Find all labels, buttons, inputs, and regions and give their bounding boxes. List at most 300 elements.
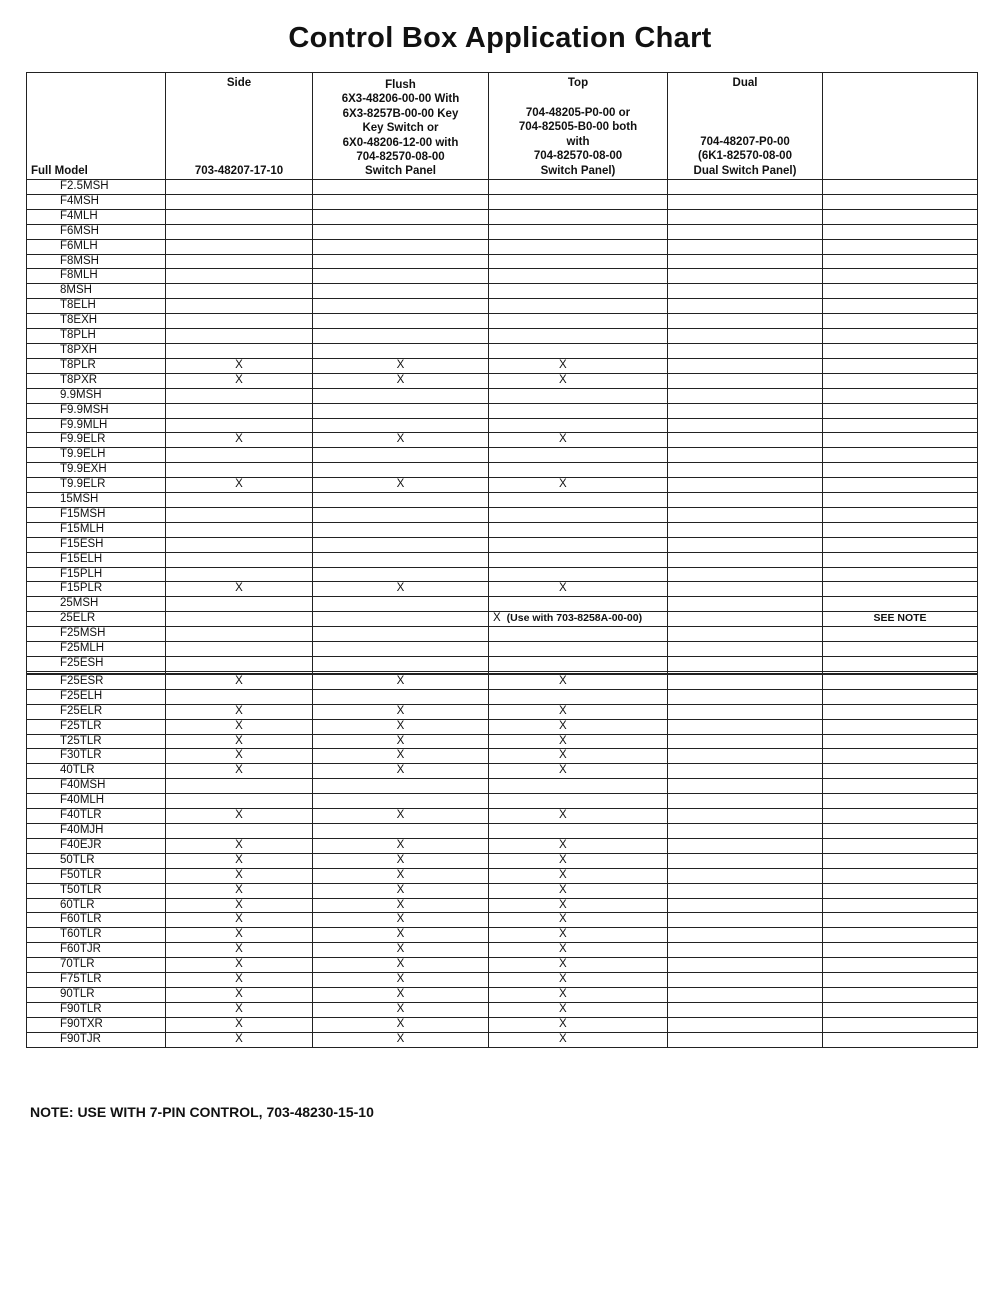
- top-cell: [489, 239, 668, 254]
- dual-cell: [668, 254, 823, 269]
- table-row: [27, 973, 978, 988]
- model-cell: F15ESH: [27, 537, 166, 552]
- column-header-top: [489, 73, 668, 180]
- top-cell: [489, 823, 668, 838]
- dual-cell: [668, 704, 823, 719]
- model-cell: F25MLH: [27, 642, 166, 657]
- flush-cell: [313, 612, 489, 627]
- table-row: [27, 373, 978, 388]
- extra-cell: [823, 809, 978, 824]
- side-cell: X: [166, 704, 313, 719]
- side-cell: [166, 537, 313, 552]
- top-cell: X: [489, 898, 668, 913]
- top-cell: [489, 343, 668, 358]
- side-heading: Side: [226, 77, 252, 89]
- model-cell: T8ELH: [27, 299, 166, 314]
- top-cell: [489, 254, 668, 269]
- dual-cell: [668, 284, 823, 299]
- top-cell: X: [489, 943, 668, 958]
- top-cell: X: [489, 358, 668, 373]
- side-cell: [166, 284, 313, 299]
- flush-cell: X: [313, 838, 489, 853]
- dual-cell: [668, 373, 823, 388]
- dual-cell: [668, 838, 823, 853]
- model-cell: F6MSH: [27, 224, 166, 239]
- model-cell: F30TLR: [27, 749, 166, 764]
- model-cell: F25MSH: [27, 627, 166, 642]
- side-cell: X: [166, 913, 313, 928]
- model-cell: F50TLR: [27, 868, 166, 883]
- model-cell: F8MLH: [27, 269, 166, 284]
- top-cell: [489, 779, 668, 794]
- top-cell: [489, 314, 668, 329]
- top-cell: X: [489, 1032, 668, 1047]
- top-cell: X: [489, 582, 668, 597]
- extra-cell: [823, 689, 978, 704]
- full-model-label: Full Model: [31, 164, 88, 177]
- table-row: [27, 194, 978, 209]
- table-row: [27, 764, 978, 779]
- dual-cell: [668, 749, 823, 764]
- dual-cell: [668, 764, 823, 779]
- side-cell: X: [166, 1017, 313, 1032]
- model-cell: 60TLR: [27, 898, 166, 913]
- flush-cell: X: [313, 734, 489, 749]
- dual-cell: [668, 868, 823, 883]
- extra-cell: [823, 582, 978, 597]
- page-title: Control Box Application Chart: [288, 22, 712, 54]
- dual-heading: Dual: [732, 77, 758, 89]
- extra-cell: [823, 1017, 978, 1032]
- model-cell: T9.9EXH: [27, 463, 166, 478]
- model-cell: F40MJH: [27, 823, 166, 838]
- dual-line: Dual Switch Panel): [693, 164, 797, 177]
- side-cell: X: [166, 853, 313, 868]
- side-cell: [166, 463, 313, 478]
- top-cell: X: [489, 1002, 668, 1017]
- side-cell: X: [166, 358, 313, 373]
- flush-cell: [313, 329, 489, 344]
- model-cell: F15ELH: [27, 552, 166, 567]
- table-row: [27, 433, 978, 448]
- extra-cell: [823, 239, 978, 254]
- extra-cell: [823, 329, 978, 344]
- column-header-full-model: [27, 73, 166, 180]
- side-cell: X: [166, 883, 313, 898]
- table-row: [27, 493, 978, 508]
- top-cell: [489, 689, 668, 704]
- top-cell: X: [489, 1017, 668, 1032]
- model-cell: T25TLR: [27, 734, 166, 749]
- table-row: [27, 958, 978, 973]
- extra-cell: [823, 987, 978, 1002]
- model-cell: F6MLH: [27, 239, 166, 254]
- flush-cell: [313, 537, 489, 552]
- side-part-number: 703-48207-17-10: [194, 164, 284, 177]
- extra-cell: [823, 764, 978, 779]
- top-cell: X: [489, 913, 668, 928]
- top-cell: X: [489, 764, 668, 779]
- side-cell: [166, 299, 313, 314]
- top-cell: [489, 269, 668, 284]
- table-row: [27, 299, 978, 314]
- flush-cell: X: [313, 749, 489, 764]
- side-cell: [166, 642, 313, 657]
- flush-cell: [313, 224, 489, 239]
- top-cell: [489, 329, 668, 344]
- extra-cell: [823, 719, 978, 734]
- dual-cell: [668, 779, 823, 794]
- dual-cell: [668, 642, 823, 657]
- flush-cell: [313, 689, 489, 704]
- top-cell: [489, 642, 668, 657]
- extra-cell: [823, 373, 978, 388]
- top-cell: [489, 627, 668, 642]
- top-cell: X: [489, 478, 668, 493]
- dual-cell: [668, 674, 823, 689]
- side-cell: [166, 552, 313, 567]
- dual-cell: [668, 418, 823, 433]
- top-cell: [489, 657, 668, 672]
- table-row: [27, 463, 978, 478]
- flush-cell: X: [313, 883, 489, 898]
- model-cell: F25ELR: [27, 704, 166, 719]
- extra-cell: [823, 1002, 978, 1017]
- flush-cell: [313, 448, 489, 463]
- flush-cell: [313, 388, 489, 403]
- table-row: [27, 883, 978, 898]
- top-cell: [489, 537, 668, 552]
- flush-cell: X: [313, 809, 489, 824]
- side-cell: [166, 779, 313, 794]
- table-row: [27, 823, 978, 838]
- flush-cell: [313, 254, 489, 269]
- top-mark: X: [493, 612, 501, 625]
- application-chart: [26, 72, 978, 1048]
- side-cell: [166, 507, 313, 522]
- flush-cell: [313, 299, 489, 314]
- model-cell: 9.9MSH: [27, 388, 166, 403]
- flush-cell: X: [313, 433, 489, 448]
- top-heading: Top: [567, 77, 589, 89]
- side-cell: [166, 597, 313, 612]
- side-cell: [166, 209, 313, 224]
- dual-cell: [668, 329, 823, 344]
- dual-line: 704-48207-P0-00: [700, 135, 790, 148]
- side-cell: [166, 612, 313, 627]
- extra-cell: [823, 868, 978, 883]
- side-cell: [166, 403, 313, 418]
- dual-cell: [668, 269, 823, 284]
- table-row: [27, 674, 978, 689]
- side-cell: [166, 493, 313, 508]
- dual-cell: [668, 180, 823, 195]
- column-header-flush: [313, 73, 489, 180]
- model-cell: F40TLR: [27, 809, 166, 824]
- side-cell: X: [166, 868, 313, 883]
- flush-cell: [313, 507, 489, 522]
- flush-cell: [313, 627, 489, 642]
- extra-cell: [823, 180, 978, 195]
- top-cell: X: [489, 674, 668, 689]
- table-row: [27, 987, 978, 1002]
- model-cell: F90TJR: [27, 1032, 166, 1047]
- table-row: [27, 809, 978, 824]
- model-cell: F40MSH: [27, 779, 166, 794]
- side-cell: X: [166, 734, 313, 749]
- side-cell: [166, 314, 313, 329]
- top-cell: X: [489, 734, 668, 749]
- dual-cell: [668, 537, 823, 552]
- side-cell: X: [166, 973, 313, 988]
- flush-cell: X: [313, 764, 489, 779]
- flush-cell: X: [313, 358, 489, 373]
- extra-cell: [823, 883, 978, 898]
- dual-cell: [668, 794, 823, 809]
- extra-cell: [823, 853, 978, 868]
- model-cell: 8MSH: [27, 284, 166, 299]
- side-cell: [166, 522, 313, 537]
- flush-cell: X: [313, 943, 489, 958]
- top-cell: X: [489, 973, 668, 988]
- dual-cell: [668, 898, 823, 913]
- model-cell: 70TLR: [27, 958, 166, 973]
- table-row: [27, 224, 978, 239]
- flush-cell: X: [313, 868, 489, 883]
- top-cell: [489, 507, 668, 522]
- flush-line: 6X3-8257B-00-00 Key: [342, 107, 459, 120]
- table-row: [27, 567, 978, 582]
- table-row: [27, 689, 978, 704]
- top-cell: X: [489, 838, 668, 853]
- table-row: [27, 1032, 978, 1047]
- flush-cell: X: [313, 898, 489, 913]
- extra-cell: [823, 463, 978, 478]
- dual-cell: [668, 552, 823, 567]
- flush-cell: X: [313, 987, 489, 1002]
- side-cell: [166, 627, 313, 642]
- dual-cell: [668, 388, 823, 403]
- model-cell: F40MLH: [27, 794, 166, 809]
- flush-heading: Flush: [385, 79, 416, 91]
- table-row: [27, 734, 978, 749]
- model-cell: T8EXH: [27, 314, 166, 329]
- extra-cell: [823, 358, 978, 373]
- flush-cell: X: [313, 853, 489, 868]
- top-cell: X: [489, 853, 668, 868]
- table-row: [27, 642, 978, 657]
- side-cell: X: [166, 433, 313, 448]
- top-cell: [489, 794, 668, 809]
- extra-cell: [823, 224, 978, 239]
- table-row: [27, 537, 978, 552]
- side-cell: [166, 239, 313, 254]
- dual-cell: [668, 299, 823, 314]
- model-cell: 40TLR: [27, 764, 166, 779]
- extra-cell: [823, 898, 978, 913]
- table-row: [27, 284, 978, 299]
- model-cell: F25TLR: [27, 719, 166, 734]
- flush-cell: [313, 194, 489, 209]
- flush-cell: [313, 493, 489, 508]
- side-cell: X: [166, 478, 313, 493]
- flush-cell: X: [313, 478, 489, 493]
- model-cell: T50TLR: [27, 883, 166, 898]
- flush-cell: [313, 284, 489, 299]
- top-cell: [489, 418, 668, 433]
- top-cell: [489, 299, 668, 314]
- flush-cell: [313, 314, 489, 329]
- flush-cell: X: [313, 928, 489, 943]
- flush-cell: [313, 209, 489, 224]
- side-cell: X: [166, 764, 313, 779]
- model-cell: F15PLH: [27, 567, 166, 582]
- dual-cell: [668, 883, 823, 898]
- side-cell: [166, 194, 313, 209]
- flush-cell: [313, 779, 489, 794]
- table-row: [27, 403, 978, 418]
- model-cell: F15MSH: [27, 507, 166, 522]
- model-cell: T9.9ELR: [27, 478, 166, 493]
- flush-cell: X: [313, 704, 489, 719]
- flush-cell: [313, 794, 489, 809]
- top-cell: [489, 612, 668, 627]
- extra-cell: SEE NOTE: [823, 612, 978, 627]
- side-cell: [166, 388, 313, 403]
- top-cell: [489, 567, 668, 582]
- table-row: [27, 913, 978, 928]
- extra-cell: [823, 779, 978, 794]
- dual-cell: [668, 522, 823, 537]
- flush-cell: [313, 180, 489, 195]
- table-row: [27, 612, 978, 627]
- top-line: 704-48205-P0-00 or: [525, 106, 631, 119]
- flush-cell: [313, 552, 489, 567]
- side-cell: X: [166, 749, 313, 764]
- dual-cell: [668, 973, 823, 988]
- model-cell: F40EJR: [27, 838, 166, 853]
- flush-line: 6X0-48206-12-00 with: [342, 136, 459, 149]
- side-cell: X: [166, 373, 313, 388]
- table-row: [27, 239, 978, 254]
- side-cell: [166, 180, 313, 195]
- top-usage-note: (Use with 703-8258A-00-00): [506, 612, 643, 625]
- table-row: [27, 704, 978, 719]
- side-cell: [166, 794, 313, 809]
- extra-cell: [823, 209, 978, 224]
- flush-cell: X: [313, 1017, 489, 1032]
- dual-cell: [668, 567, 823, 582]
- side-cell: X: [166, 838, 313, 853]
- dual-cell: [668, 657, 823, 672]
- dual-cell: [668, 478, 823, 493]
- side-cell: [166, 567, 313, 582]
- dual-cell: [668, 343, 823, 358]
- top-cell: X: [489, 987, 668, 1002]
- extra-cell: [823, 794, 978, 809]
- extra-cell: [823, 507, 978, 522]
- top-cell: X: [489, 373, 668, 388]
- table-row: [27, 358, 978, 373]
- model-cell: F15MLH: [27, 522, 166, 537]
- footnote: NOTE: USE WITH 7-PIN CONTROL, 703-48230-15-10: [30, 1104, 374, 1120]
- flush-cell: [313, 269, 489, 284]
- side-cell: [166, 224, 313, 239]
- table-row: [27, 719, 978, 734]
- extra-cell: [823, 194, 978, 209]
- top-cell: X: [489, 719, 668, 734]
- flush-cell: [313, 597, 489, 612]
- dual-cell: [668, 627, 823, 642]
- flush-cell: X: [313, 582, 489, 597]
- extra-cell: [823, 913, 978, 928]
- model-cell: F15PLR: [27, 582, 166, 597]
- table-row: [27, 657, 978, 672]
- dual-cell: [668, 1032, 823, 1047]
- top-cell: [489, 463, 668, 478]
- flush-line: 6X3-48206-00-00 With: [341, 93, 460, 106]
- dual-cell: [668, 582, 823, 597]
- side-cell: [166, 448, 313, 463]
- table-row: [27, 943, 978, 958]
- dual-cell: [668, 612, 823, 627]
- table-row: [27, 749, 978, 764]
- top-cell: X: [489, 809, 668, 824]
- extra-cell: [823, 674, 978, 689]
- flush-cell: [313, 642, 489, 657]
- model-cell: F8MSH: [27, 254, 166, 269]
- extra-cell: [823, 627, 978, 642]
- extra-cell: [823, 973, 978, 988]
- column-header-dual: [668, 73, 823, 180]
- extra-cell: [823, 537, 978, 552]
- table-row: [27, 180, 978, 195]
- extra-cell: [823, 928, 978, 943]
- dual-cell: [668, 943, 823, 958]
- extra-cell: [823, 299, 978, 314]
- side-cell: X: [166, 719, 313, 734]
- model-cell: F60TJR: [27, 943, 166, 958]
- top-line: 704-82505-B0-00 both: [518, 121, 638, 134]
- flush-cell: [313, 657, 489, 672]
- flush-cell: [313, 567, 489, 582]
- table-row: [27, 898, 978, 913]
- flush-cell: X: [313, 719, 489, 734]
- dual-cell: [668, 597, 823, 612]
- flush-cell: X: [313, 373, 489, 388]
- flush-cell: X: [313, 958, 489, 973]
- flush-cell: [313, 418, 489, 433]
- table-row: [27, 209, 978, 224]
- table-row: [27, 343, 978, 358]
- dual-cell: [668, 1017, 823, 1032]
- flush-cell: X: [313, 674, 489, 689]
- flush-cell: [313, 403, 489, 418]
- model-cell: T8PLR: [27, 358, 166, 373]
- model-cell: T8PXH: [27, 343, 166, 358]
- dual-cell: [668, 433, 823, 448]
- extra-cell: [823, 567, 978, 582]
- dual-cell: [668, 209, 823, 224]
- dual-cell: [668, 448, 823, 463]
- model-cell: T8PXR: [27, 373, 166, 388]
- dual-cell: [668, 987, 823, 1002]
- model-cell: T9.9ELH: [27, 448, 166, 463]
- extra-cell: [823, 418, 978, 433]
- side-cell: X: [166, 898, 313, 913]
- side-cell: X: [166, 943, 313, 958]
- table-row: [27, 388, 978, 403]
